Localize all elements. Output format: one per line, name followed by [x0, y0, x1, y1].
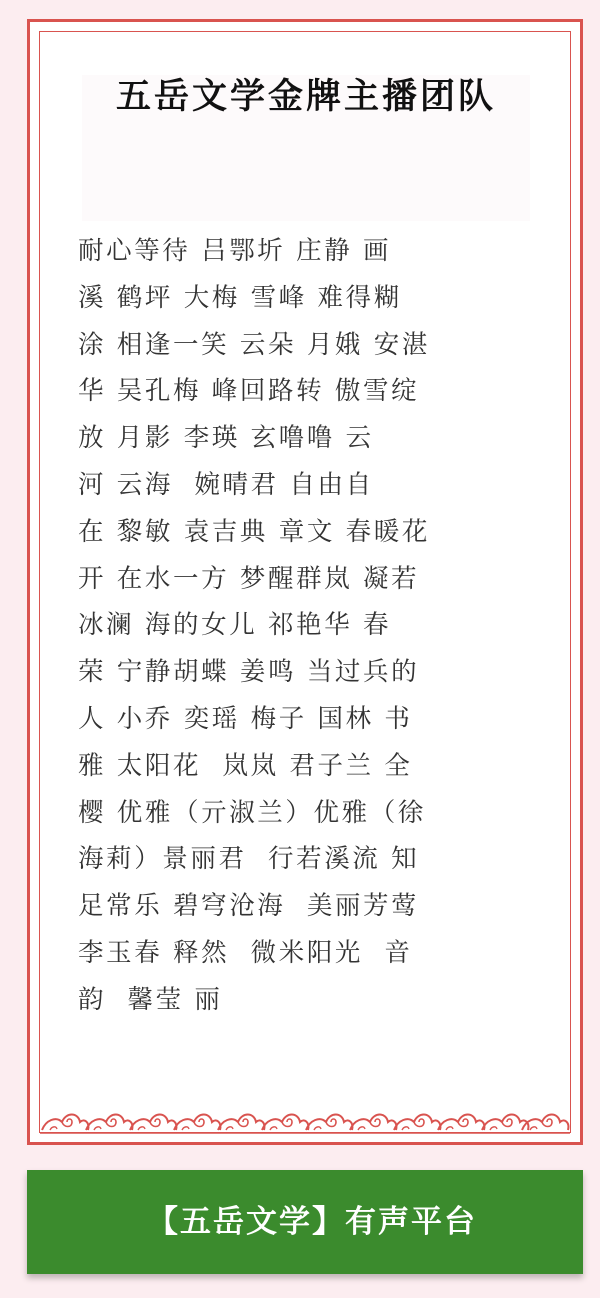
name-line: 华 吴孔梅 峰回路转 傲雪绽 [78, 376, 420, 407]
banner-text: 【五岳文学】有声平台 [147, 1204, 477, 1240]
page-title: 五岳文学金牌主播团队 [115, 77, 496, 117]
name-line: 李玉春 释然 微米阳光 音 [78, 937, 413, 968]
name-line: 在 黎敏 袁吉典 章文 春暖花 [78, 516, 430, 547]
name-line: 耐心等待 吕鄂圻 庄静 画 [78, 236, 392, 266]
name-line: 足常乐 碧穹沧海 美丽芳莺 [78, 891, 420, 922]
name-line: 涂 相逢一笑 云朵 月娥 安湛 [78, 329, 430, 360]
name-line: 河 云海 婉晴君 自由自 [78, 469, 374, 500]
name-line: 雅 太阳花 岚岚 君子兰 全 [78, 750, 413, 781]
name-line: 放 月影 李瑛 玄噜噜 云 [78, 423, 374, 454]
name-line: 冰澜 海的女儿 祁艳华 春 [78, 610, 392, 641]
name-line: 人 小乔 奕瑶 梅子 国林 书 [78, 703, 413, 734]
name-line: 韵 馨莹 丽 [78, 984, 223, 1015]
scroll-border-ornament [40, 1100, 570, 1136]
platform-banner[interactable] [27, 1170, 583, 1274]
name-list [78, 228, 528, 1024]
name-line: 海莉）景丽君 行若溪流 知 [78, 844, 420, 875]
name-line: 溪 鹤坪 大梅 雪峰 难得糊 [78, 282, 402, 313]
name-line: 樱 优雅（亓淑兰）优雅（徐 [78, 797, 426, 828]
name-line: 荣 宁静胡蝶 姜鸣 当过兵的 [78, 657, 420, 688]
name-line: 开 在水一方 梦醒群岚 凝若 [78, 563, 420, 594]
